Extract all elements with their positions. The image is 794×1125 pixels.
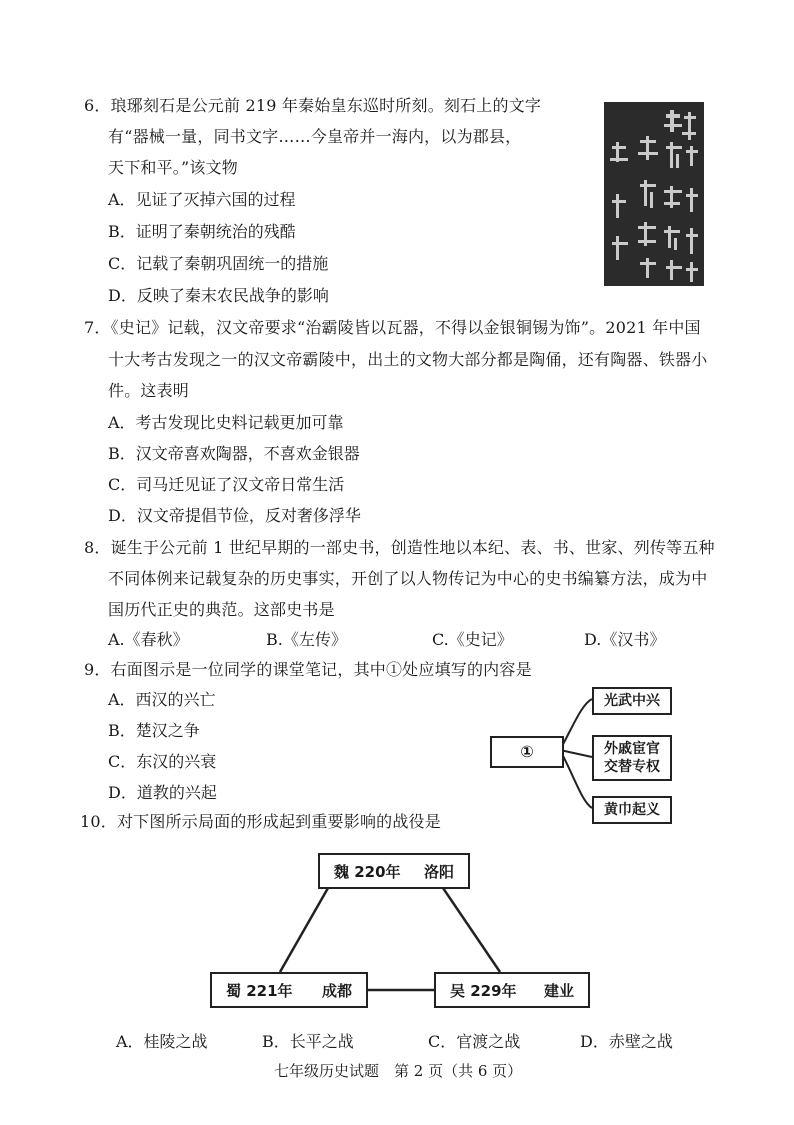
q9-option-a: A．西汉的兴亡 [108, 690, 216, 709]
q8-option-a: A.《春秋》 [108, 630, 189, 649]
q7-option-a: A．考古发现比史料记载更加可靠 [108, 413, 344, 432]
page-footer: 七年级历史试题 第 2 页（共 6 页） [274, 1062, 523, 1080]
q10-option-c: C．官渡之战 [428, 1032, 521, 1051]
q10-option-b: B．长平之战 [262, 1032, 354, 1051]
q8-option-d: D.《汉书》 [584, 630, 666, 649]
q6-line-1: 6．琅琊刻石是公元前 219 年秦始皇东巡时所刻。刻石上的文字 [84, 96, 542, 115]
q8-line-2: 不同体例来记载复杂的历史事实，开创了以人物传记为中心的史书编纂方法，成为中 [108, 569, 708, 588]
q8-option-c: C.《史记》 [432, 630, 513, 649]
q10-shu-city: 成都 [321, 981, 352, 1000]
q7-option-c: C．司马迁见证了汉文帝日常生活 [108, 475, 345, 494]
q7-option-b: B．汉文帝喜欢陶器，不喜欢金银器 [108, 444, 360, 463]
q6-option-c: C．记载了秦朝巩固统一的措施 [108, 254, 329, 273]
q10-wu-city: 建业 [543, 981, 574, 1000]
q10-shu-name: 蜀 221年 [226, 981, 293, 1000]
q6-option-a: A．见证了灭掉六国的过程 [108, 190, 296, 209]
stone-inscription-rubbing-image [604, 102, 704, 286]
q9-bottom-box: 黄巾起义 [592, 796, 672, 824]
q9-line: 9．右面图示是一位同学的课堂笔记，其中①处应填写的内容是 [84, 660, 532, 679]
q7-line-1: 7．《史记》记载，汉文帝要求“治霸陵皆以瓦器，不得以金银铜锡为饰”。2021 年中国 [84, 318, 701, 337]
q8-line-1: 8．诞生于公元前 1 世纪早期的一部史书，创造性地以本纪、表、书、世家、列传等五种 [84, 538, 715, 557]
q6-line-2: 有“器械一量，同书文字……今皇帝并一海内，以为郡县， [108, 127, 522, 146]
q10-option-d: D．赤壁之战 [580, 1032, 673, 1051]
q8-option-b: B.《左传》 [266, 630, 347, 649]
q10-wu-box [434, 972, 590, 1008]
q9-top-box: 光武中兴 [592, 687, 672, 715]
q7-option-d: D．汉文帝提倡节俭，反对奢侈浮华 [108, 506, 361, 525]
q9-middle-line-1: 外戚宦官 [604, 741, 660, 757]
q8-line-3: 国历代正史的典范。这部史书是 [108, 600, 335, 619]
q9-option-d: D．道教的兴起 [108, 783, 217, 802]
q9-center-box: ① [490, 736, 564, 768]
q7-line-2: 十大考古发现之一的汉文帝霸陵中，出土的文物大部分都是陶俑，还有陶器、铁器小 [108, 350, 708, 369]
q10-wei-city: 洛阳 [423, 862, 454, 881]
q10-option-a: A．桂陵之战 [116, 1032, 208, 1051]
q10-wu-name: 吴 229年 [450, 981, 517, 1000]
q10-wei-name: 魏 220年 [334, 862, 401, 881]
q6-line-3: 天下和平。”该文物 [108, 158, 238, 177]
q6-option-d: D．反映了秦末农民战争的影响 [108, 286, 329, 305]
q7-line-3: 件。这表明 [108, 381, 190, 400]
q10-line: 10．对下图所示局面的形成起到重要影响的战役是 [80, 812, 441, 831]
q10-wei-box [318, 853, 470, 889]
q10-shu-box [210, 972, 368, 1008]
q9-option-c: C．东汉的兴衰 [108, 752, 217, 771]
q9-middle-box [592, 735, 672, 781]
q6-option-b: B．证明了秦朝统治的残酷 [108, 222, 296, 241]
q9-middle-line-2: 交替专权 [604, 759, 660, 775]
q9-option-b: B．楚汉之争 [108, 721, 200, 740]
